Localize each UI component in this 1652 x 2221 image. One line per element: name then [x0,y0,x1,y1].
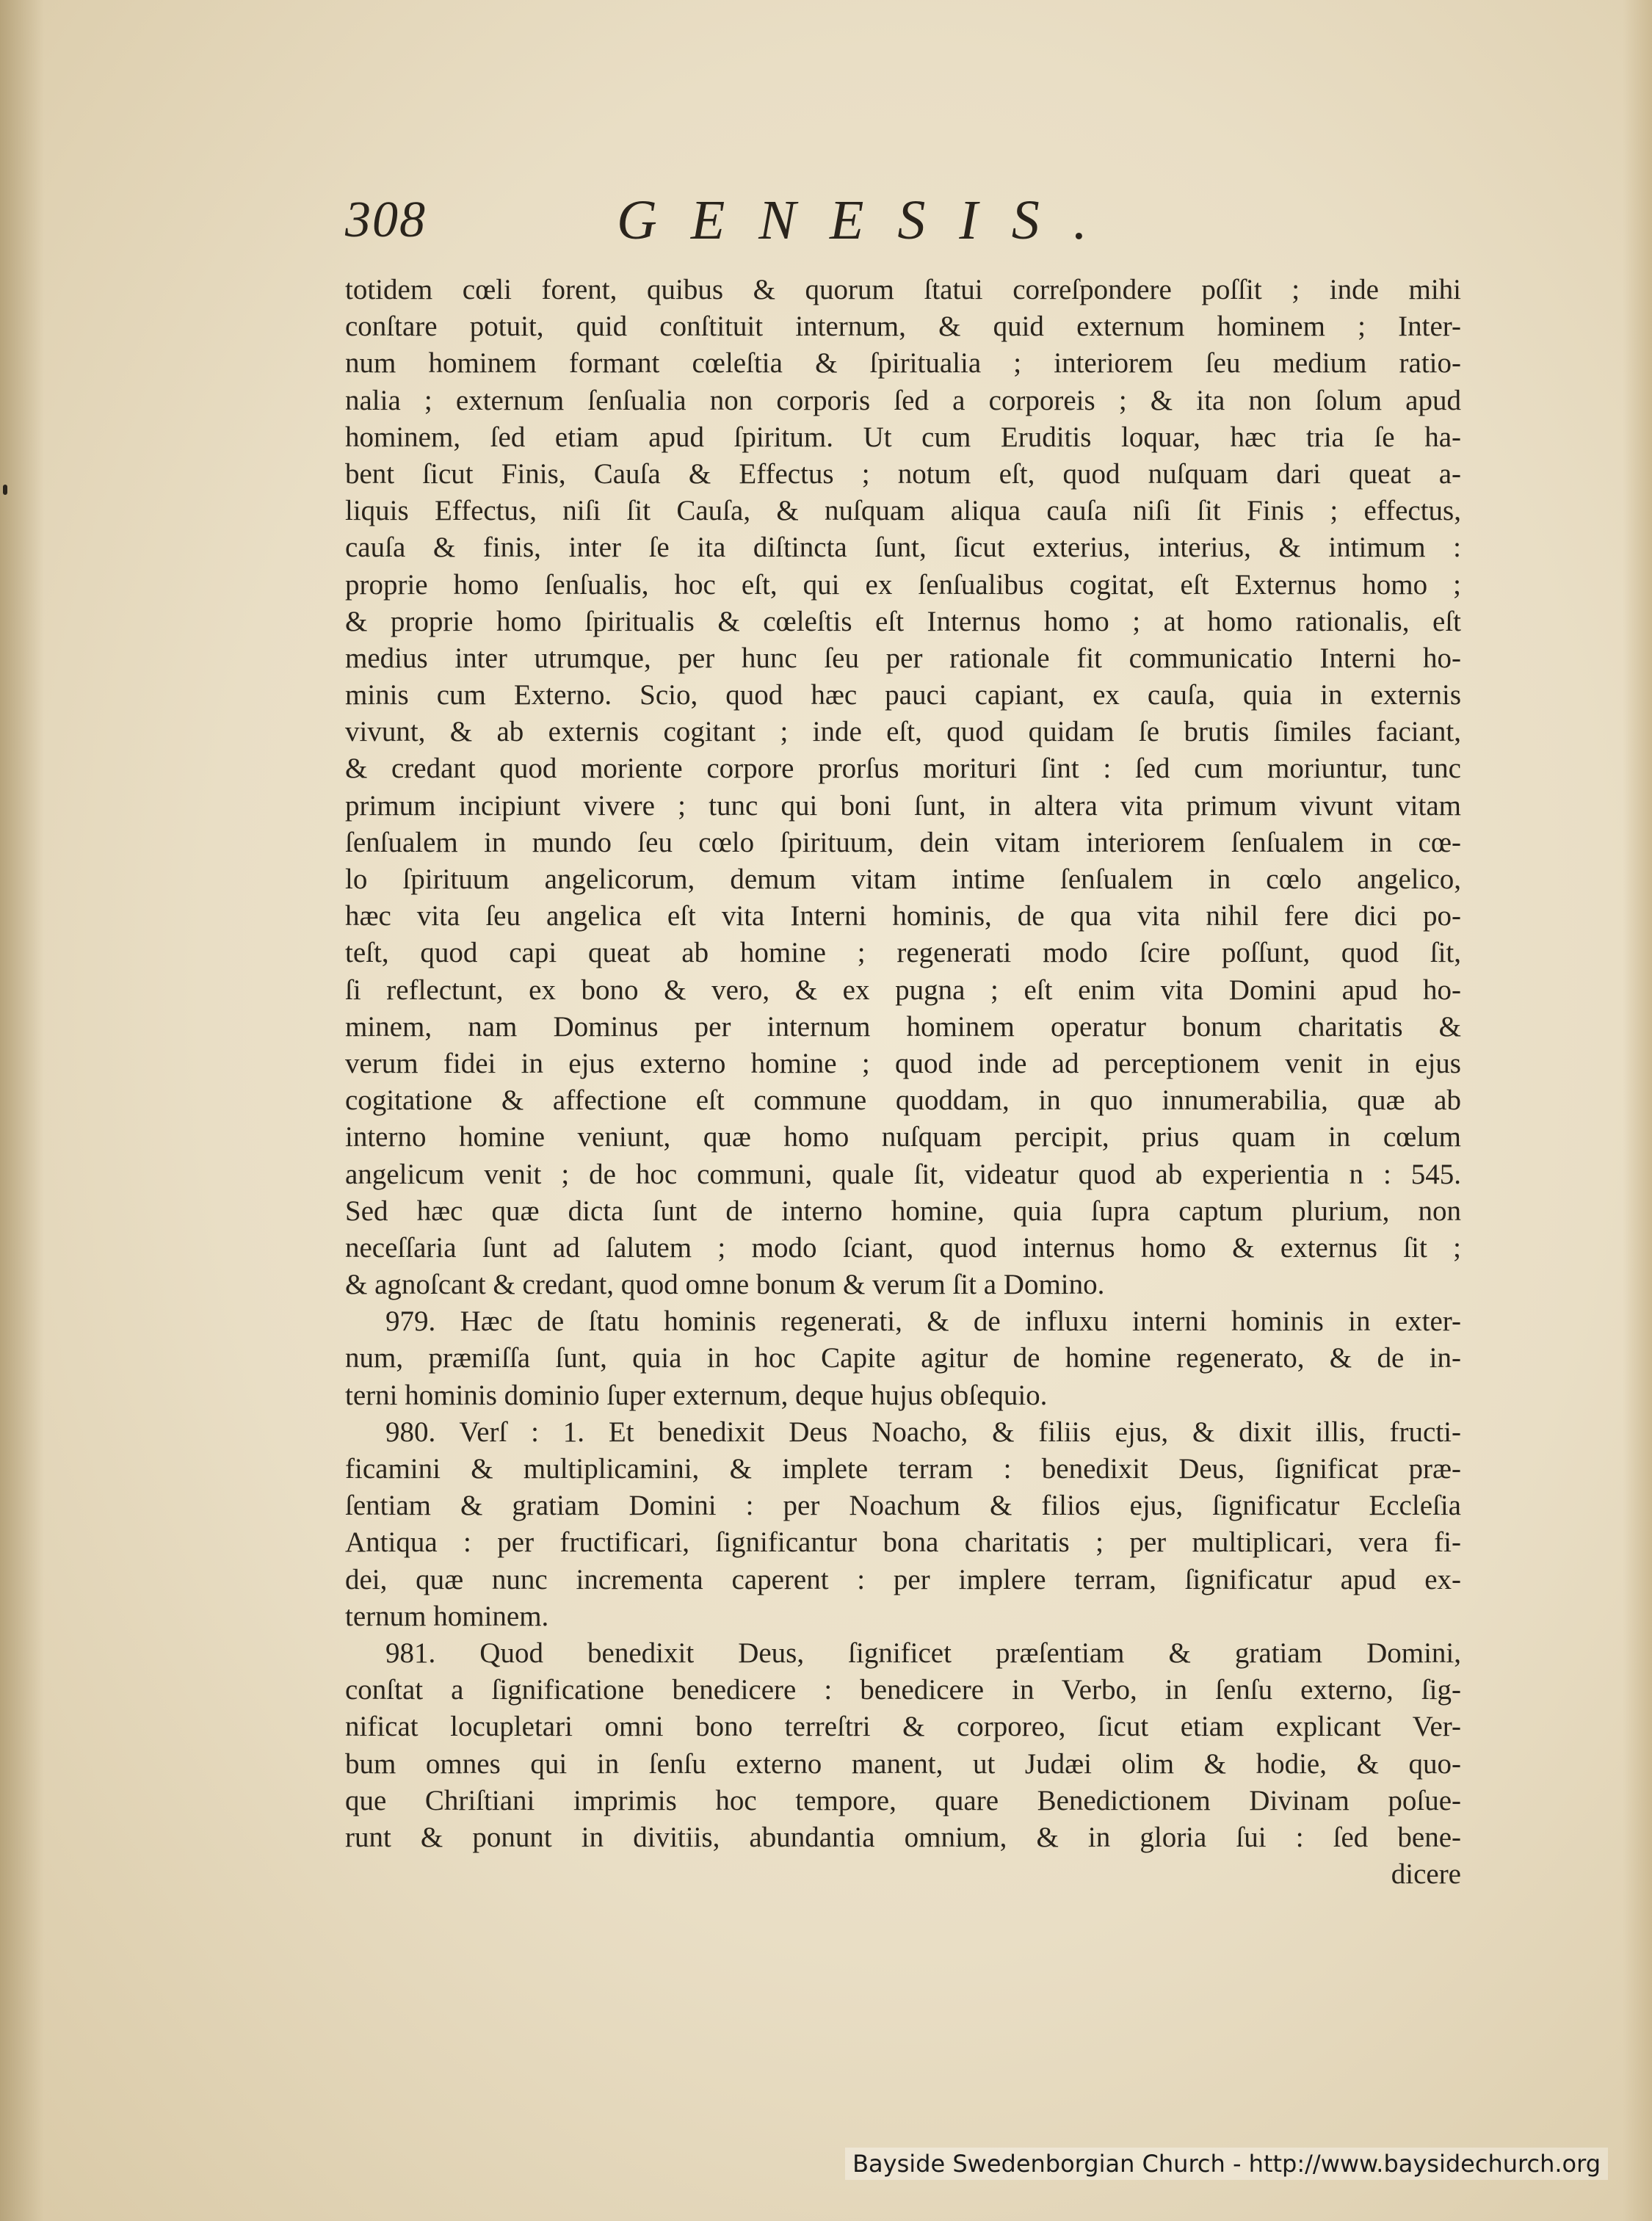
text-line: lo ſpirituum angelicorum, demum vitam intime ſenſualem in cœlo angelico, [345,863,1461,895]
paragraph-981-line: 981. Quod benedixit Deus, ſignificet præſentiam & gratiam Domini, [385,1637,1461,1669]
catchword: dicere [1391,1858,1461,1891]
text-line: bent ſicut Finis, Cauſa & Effectus ; notum eſt, quod nuſquam dari queat a- [345,457,1461,490]
text-line: ternum hominem. [345,1600,549,1632]
text-line: conſtat a ſignificatione benedicere : benedicere in Verbo, in ſenſu externo, ſig- [345,1674,1461,1706]
text-line: terni hominis dominio ſuper externum, deque hujus obſequio. [345,1379,1048,1411]
text-line: medius inter utrumque, per hunc ſeu per rationale fit communicatio Interni ho- [345,642,1461,674]
text-line: bum omnes qui in ſenſu externo manent, ut Judæi olim & hodie, & quo- [345,1747,1461,1780]
text-line: liquis Effectus, niſi ſit Cauſa, & nuſquam aliqua cauſa niſi ſit Finis ; effectus, [345,495,1461,527]
text-line: teſt, quod capi queat ab homine ; regenerati modo ſcire poſſunt, quod ſit, [345,937,1461,969]
text-line: angelicum venit ; de hoc communi, quale ſit, videatur quod ab experientia n : 545. [345,1158,1461,1190]
text-line: proprie homo ſenſualis, hoc eſt, qui ex ſenſualibus cogitat, eſt Externus homo ; [345,568,1461,601]
text-line: ſi reflectunt, ex bono & vero, & ex pugna ; eſt enim vita Domini apud ho- [345,974,1461,1006]
running-head [345,184,1461,264]
text-line: totidem cœli forent, quibus & quorum ſtatui correſpondere poſſit ; inde mihi [345,274,1461,305]
text-line: ſentiam & gratiam Domini : per Noachum & filios ejus, ſignificatur Eccleſia [345,1490,1461,1522]
text-line: vivunt, & ab externis cogitant ; inde eſt, quod quidam ſe brutis ſimiles faciant, [345,716,1461,748]
text-line: minis cum Externo. Scio, quod hæc pauci capiant, ex cauſa, quia in externis [345,679,1461,711]
text-line: & credant quod moriente corpore prorſus morituri ſint : ſed cum moriuntur, tunc [345,753,1461,785]
text-line: Antiqua : per fructificari, ſignificantur bona charitatis ; per multiplicari, vera fi- [345,1526,1461,1559]
page-number: 308 [345,192,427,248]
text-line: num, præmiſſa ſunt, quia in hoc Capite agitur de homine regenerato, & de in- [345,1342,1461,1374]
text-line: primum incipiunt vivere ; tunc qui boni ſunt, in altera vita primum vivunt vitam [345,789,1461,822]
text-line: ficamini & multiplicamini, & implete terram : benedixit Deus, ſignificat præ- [345,1453,1461,1485]
text-line: cauſa & finis, inter ſe ita diſtincta ſunt, ſicut exterius, interius, & intimum : [345,532,1461,564]
book-title: GENESIS. [617,189,1121,251]
source-footer: Bayside Swedenborgian Church - http://www.baysidechurch.org [845,2148,1608,2180]
text-line: verum fidei in ejus externo homine ; quod inde ad perceptionem venit in ejus [345,1047,1461,1079]
text-line: hominem, ſed etiam apud ſpiritum. Ut cum Eruditis loquar, hæc tria ſe ha- [345,421,1461,453]
text-line: neceſſaria ſunt ad ſalutem ; modo ſciant, quod internus homo & externus ſit ; [345,1231,1461,1264]
text-line: que Chriſtiani imprimis hoc tempore, quare Benedictionem Divinam poſue- [345,1784,1461,1816]
text-line: & proprie homo ſpiritualis & cœleſtis eſt Internus homo ; at homo rationalis, eſt [345,605,1461,637]
paragraph-979-line: 979. Hæc de ſtatu hominis regenerati, & de influxu interni hominis in exter- [385,1305,1461,1338]
text-line: dei, quæ nunc incrementa caperent : per implere terram, ſignificatur apud ex- [345,1563,1461,1595]
body-text [345,272,1461,1893]
text-line: ſenſualem in mundo ſeu cœlo ſpirituum, dein vitam interiorem ſenſualem in cœ- [345,826,1461,858]
text-line: nalia ; externum ſenſualia non corporis ſed a corporeis ; & ita non ſolum apud [345,384,1461,416]
text-line: conſtare potuit, quid conſtituit internum, & quid externum hominem ; Inter- [345,311,1461,343]
text-line: interno homine veniunt, quæ homo nuſquam percipit, prius quam in cœlum [345,1121,1461,1153]
text-line: & agnoſcant & credant, quod omne bonum & verum ſit a Domino. [345,1269,1105,1301]
text-line: hæc vita ſeu angelica eſt vita Interni hominis, de qua vita nihil fere dici po- [345,900,1461,932]
text-line: minem, nam Dominus per internum hominem operatur bonum charitatis & [345,1010,1461,1043]
text-line: nificat locupletari omni bono terreſtri & corporeo, ſicut etiam explicant Ver- [345,1711,1461,1743]
text-line: runt & ponunt in divitiis, abundantia omnium, & in gloria ſui : ſed bene- [345,1821,1461,1853]
text-line: num hominem formant cœleſtia & ſpiritualia ; interiorem ſeu medium ratio- [345,347,1461,380]
text-line: cogitatione & affectione eſt commune quoddam, in quo innumerabilia, quæ ab [345,1084,1461,1117]
paragraph-980-line: 980. Verſ : 1. Et benedixit Deus Noacho, & filiis ejus, & dixit illis, fructi- [385,1416,1461,1448]
ink-spot [3,485,7,495]
text-line: Sed hæc quæ dicta ſunt de interno homine, quia ſupra captum plurium, non [345,1195,1461,1227]
